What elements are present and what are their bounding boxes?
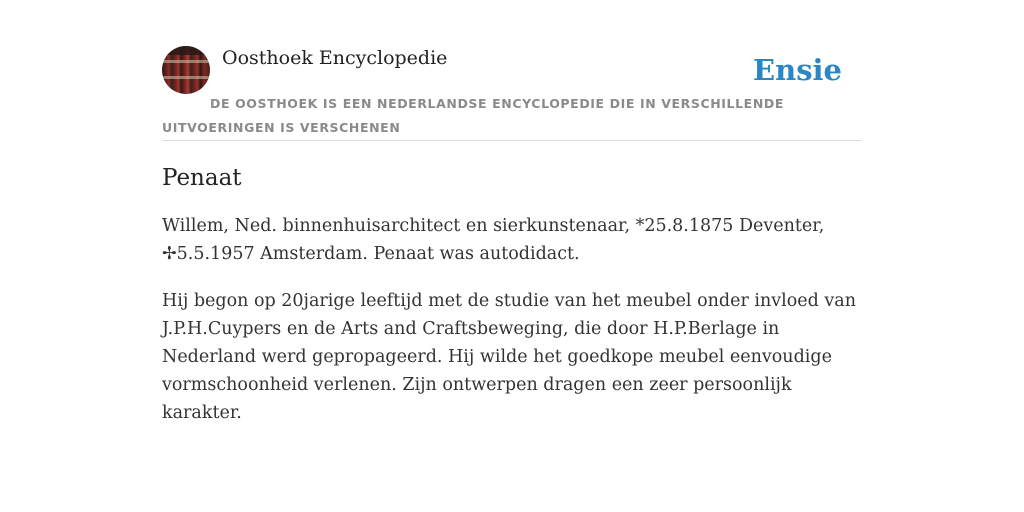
article-paragraph: Willem, Ned. binnenhuisarchitect en sierkunstenaar, *25.8.1875 Deventer, ✢5.5.1957 Amsterdam. Penaat was autodidact.	[162, 216, 825, 264]
article-title: Penaat	[162, 165, 242, 191]
site-title[interactable]: Oosthoek Encyclopedie	[222, 47, 448, 69]
site-tagline: DE OOSTHOEK IS EEN NEDERLANDSE ENCYCLOPEDIE DIE IN VERSCHILLENDE UITVOERINGEN IS VERSCHENEN	[162, 96, 784, 135]
header	[162, 46, 862, 141]
article-paragraph: Hij begon op 20jarige leeftijd met de studie van het meubel onder invloed van J.P.H.Cuypers en de Arts and Craftsbeweging, die door H.P.Berlage in Nederland werd gepropageerd. Hij wilde het goedkope meubel eenvoudige vormschoonheid verlenen. Zijn ontwerpen dragen een zeer persoonlijk karakter.	[162, 291, 856, 423]
avatar-spine-band	[162, 76, 210, 79]
avatar-spine-band	[162, 60, 210, 63]
ensie-logo-link[interactable]: Ensie	[753, 53, 842, 87]
article	[162, 160, 862, 446]
avatar-shelf-shadow	[162, 46, 210, 55]
encyclopedia-books-avatar[interactable]	[162, 46, 210, 94]
